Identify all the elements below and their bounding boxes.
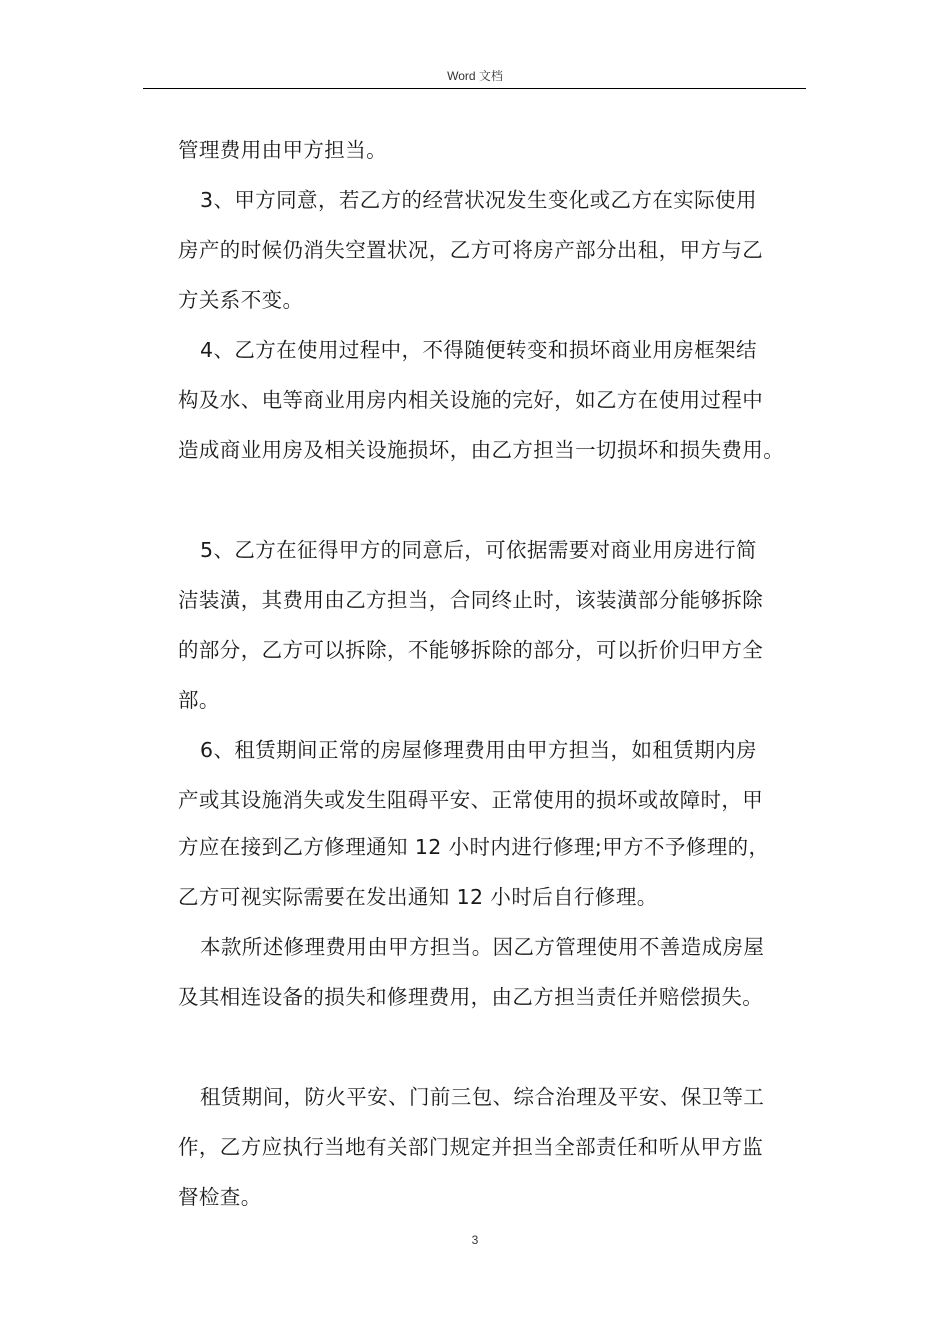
text-line: 房产的时候仍消失空置状况，乙方可将房产部分出租，甲方与乙 [178, 238, 764, 262]
text-line: 洁装潢，其费用由乙方担当，合同终止时，该装潢部分能够拆除 [178, 588, 764, 612]
text-line: 管理费用由甲方担当。 [178, 138, 387, 162]
text-line: 部。 [178, 688, 220, 712]
text-line: 造成商业用房及相关设施损坏，由乙方担当一切损坏和损失费用。 [178, 438, 785, 462]
text-line: 及其相连设备的损失和修理费用，由乙方担当责任并赔偿损失。 [178, 985, 764, 1009]
text-line: 的部分，乙方可以拆除，不能够拆除的部分，可以折价归甲方全 [178, 638, 764, 662]
text-line: 4、乙方在使用过程中，不得随便转变和损坏商业用房框架结 [200, 338, 757, 362]
text-line: 6、租赁期间正常的房屋修理费用由甲方担当，如租赁期内房 [200, 738, 757, 762]
text-line: 构及水、电等商业用房内相关设施的完好，如乙方在使用过程中 [178, 388, 764, 412]
text-line: 作，乙方应执行当地有关部门规定并担当全部责任和听从甲方监 [178, 1135, 764, 1159]
text-line: 方关系不变。 [178, 288, 304, 312]
page-header-title: Word 文档 [447, 69, 503, 83]
text-line: 3、甲方同意，若乙方的经营状况发生变化或乙方在实际使用 [200, 188, 757, 212]
text-line: 本款所述修理费用由甲方担当。因乙方管理使用不善造成房屋 [200, 935, 765, 959]
text-line: 5、乙方在征得甲方的同意后，可依据需要对商业用房进行简 [200, 538, 757, 562]
text-line: 乙方可视实际需要在发出通知 12 小时后自行修理。 [178, 885, 658, 909]
text-line: 产或其设施消失或发生阻碍平安、正常使用的损坏或故障时，甲 [178, 788, 764, 812]
page-number: 3 [471, 1233, 479, 1247]
text-line: 督检查。 [178, 1185, 262, 1209]
header-divider [143, 88, 806, 89]
text-line: 租赁期间，防火平安、门前三包、综合治理及平安、保卫等工 [200, 1085, 765, 1109]
text-line: 方应在接到乙方修理通知 12 小时内进行修理;甲方不予修理的， [178, 835, 770, 859]
